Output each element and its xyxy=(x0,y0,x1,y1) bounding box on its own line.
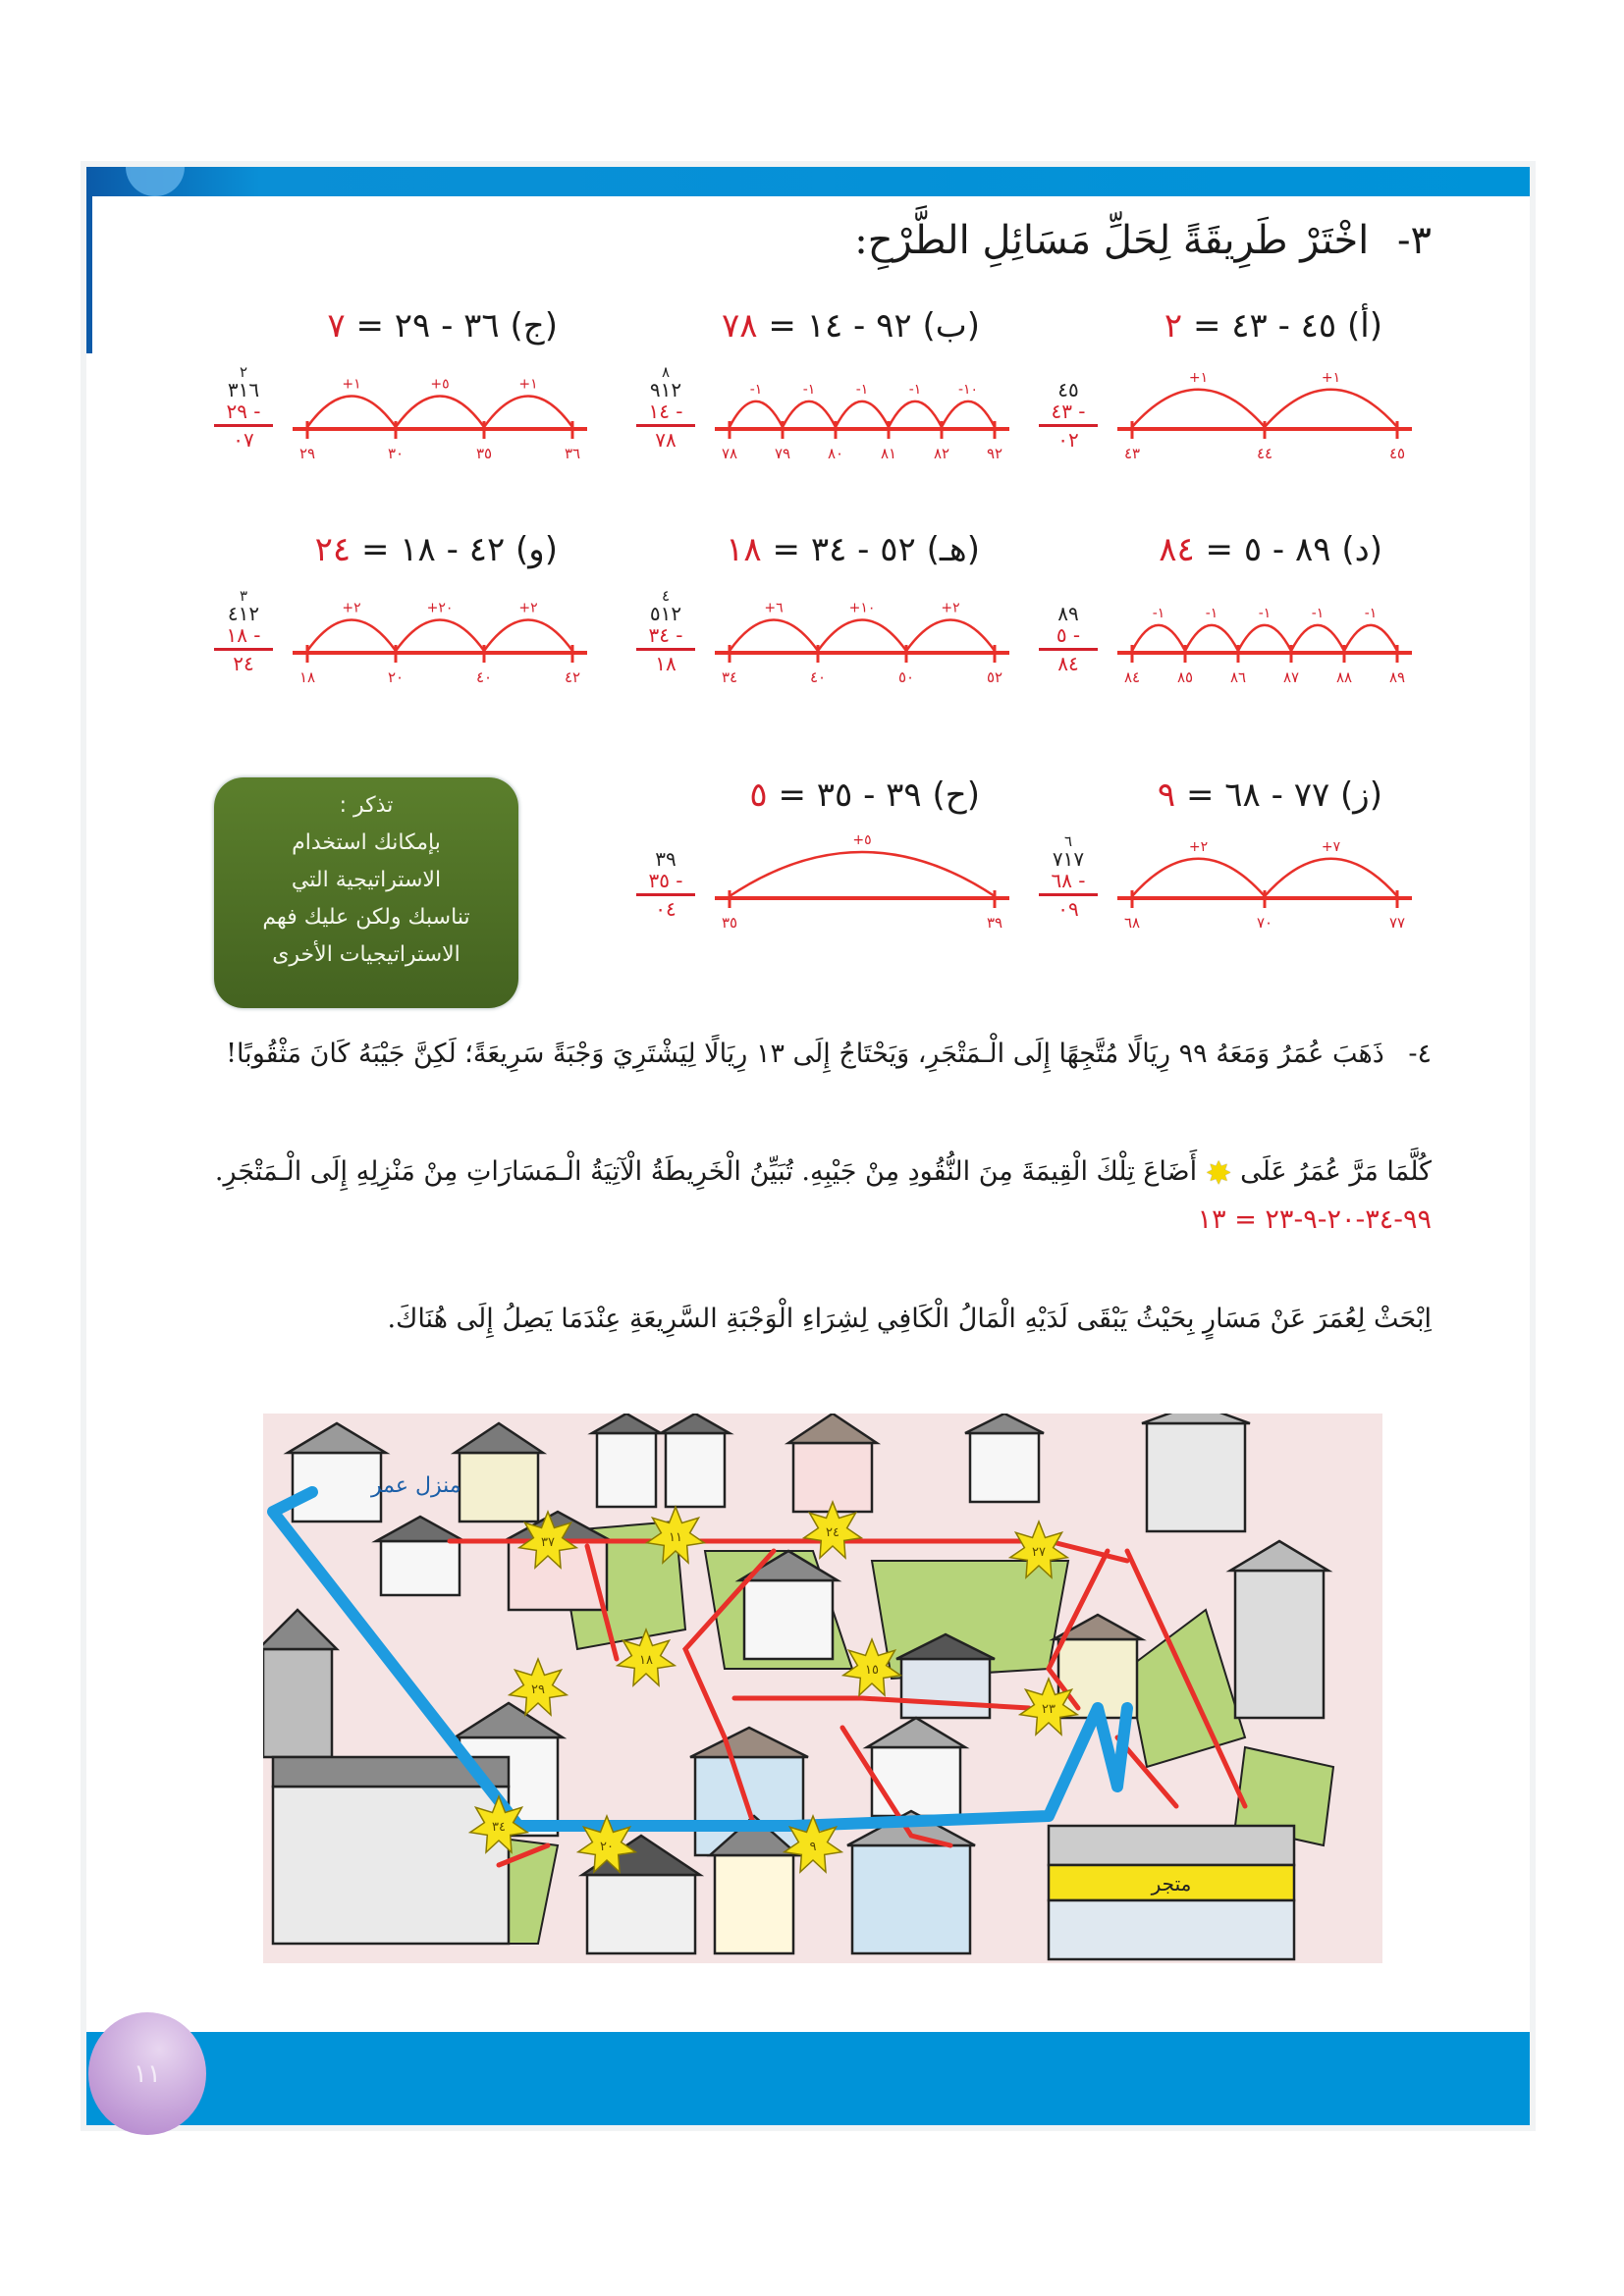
star-value: ١١ xyxy=(669,1530,682,1545)
jump-label: -١ xyxy=(1311,605,1325,621)
store-label: متجر xyxy=(1151,1872,1192,1896)
number-line xyxy=(715,829,1009,937)
number-line xyxy=(1117,360,1412,468)
problem-label: (هـ) xyxy=(926,530,980,569)
problem-label: (و) xyxy=(515,530,558,569)
problem-equation xyxy=(327,306,558,346)
jump-arc xyxy=(1132,390,1265,427)
problem-equation xyxy=(722,306,980,346)
star-value: ٢٣ xyxy=(1042,1702,1056,1717)
problem-answer: ٧٨ xyxy=(722,306,758,346)
tick-label: ٧٨ xyxy=(721,445,738,462)
tick-label: ٥٠ xyxy=(897,668,915,686)
difference: ٧٨ xyxy=(655,428,677,452)
difference: ٢٤ xyxy=(233,652,254,675)
tick-label: ٢٩ xyxy=(298,445,316,462)
minuend: ٧١٧ xyxy=(1052,847,1085,871)
star-value: ٣٤ xyxy=(492,1820,506,1835)
problem-equation xyxy=(1158,775,1382,815)
header-bar xyxy=(86,167,1530,196)
tick-label: ٣٦ xyxy=(564,445,581,462)
borrow-digit: ٣ xyxy=(239,587,248,605)
problem-answer: ٢٤ xyxy=(314,530,352,569)
problem-equation xyxy=(1164,306,1382,346)
star-value: ١٨ xyxy=(639,1653,653,1668)
vertical-subtraction xyxy=(1039,365,1098,451)
jump-arc xyxy=(730,852,995,896)
jump-arc xyxy=(1344,625,1397,651)
star-icon: ✸ xyxy=(1205,1153,1232,1192)
tick-label: ٧٧ xyxy=(1388,914,1406,932)
star-value: ٣٧ xyxy=(541,1535,555,1550)
tick-label: ٨١ xyxy=(880,445,897,462)
tick-label: ٤٤ xyxy=(1256,445,1273,462)
problem-label: (أ) xyxy=(1347,306,1382,346)
difference: ٠٢ xyxy=(1057,428,1079,452)
star-value: ٢٤ xyxy=(826,1525,839,1540)
example-equation: ٩٩-٣٤-٢٠-٩-٢٣ = ١٣ xyxy=(1197,1203,1432,1235)
problem-expression: ٣٦ - ٢٩ = xyxy=(355,306,500,346)
star-value: ١٥ xyxy=(865,1663,879,1678)
vertical-subtraction xyxy=(1039,589,1098,674)
subtrahend: ٦٨ - xyxy=(1051,869,1086,892)
minuend: ٥١٢ xyxy=(649,602,682,625)
jump-arc xyxy=(906,620,995,652)
jump-label: +١٠ xyxy=(848,600,876,616)
question-number: ٤- xyxy=(1408,1039,1432,1069)
difference: ٨٤ xyxy=(1057,652,1079,675)
tick-label: ٤٥ xyxy=(1388,445,1406,462)
problem-equation xyxy=(315,530,558,569)
borrow-digit: ٦ xyxy=(1063,832,1073,850)
subtrahend: ٢٩ - xyxy=(226,400,261,423)
tick-label: ٢٠ xyxy=(387,668,405,686)
star-value: ٩ xyxy=(809,1840,817,1854)
jump-label: -١ xyxy=(802,381,816,398)
tick-label: ٨٠ xyxy=(827,445,844,462)
reminder-line: تذكر : xyxy=(339,793,394,818)
jump-label: -١ xyxy=(1152,605,1165,621)
tick-label: ٩٢ xyxy=(986,445,1003,462)
jump-arc xyxy=(783,401,836,427)
borrow-digit: ٨ xyxy=(661,363,671,381)
jump-arc xyxy=(1265,859,1397,896)
jump-label: +٢ xyxy=(518,600,538,616)
problem-expression: ٥٢ - ٣٤ = xyxy=(772,530,916,569)
tick-label: ٣٥ xyxy=(475,445,493,462)
number-line xyxy=(715,360,1009,468)
tick-label: ٤٠ xyxy=(809,668,827,686)
question-text: ذَهَبَ عُمَرُ وَمَعَهُ ٩٩ رِيَالًا مُتَّجِهًا إِلَى الْـمَتْجَرِ، وَيَحْتَاجُ إِلَى ١٣ رِيَالًا لِيَشْتَرِيَ وَجْبَةً سَرِيعَةً؛ لَكِنَّ جَيْبَهُ كَانَ مَثْقُوبًا! xyxy=(226,1039,1384,1069)
tick-label: ٥٢ xyxy=(986,668,1003,686)
minuend: ٩١٢ xyxy=(649,378,682,401)
tick-label: ٨٨ xyxy=(1335,668,1353,686)
minuend: ٨٩ xyxy=(1057,602,1079,625)
tick-label: ٣٤ xyxy=(721,668,738,686)
tick-label: ٨٢ xyxy=(933,445,950,462)
star-value: ٢٠ xyxy=(600,1840,614,1854)
problem-answer: ٢ xyxy=(1164,306,1183,346)
jump-label: -١ xyxy=(1258,605,1272,621)
jump-arc xyxy=(730,620,818,652)
tick-label: ٨٦ xyxy=(1229,668,1247,686)
minuend: ٤٥ xyxy=(1057,378,1079,401)
number-line xyxy=(1117,584,1412,692)
difference: ٠٧ xyxy=(233,428,254,452)
jump-label: +١ xyxy=(1321,369,1341,386)
borrow-digit: ٤ xyxy=(661,587,671,605)
subtrahend: ٣٤ - xyxy=(648,623,683,647)
number-line xyxy=(715,584,1009,692)
problem-answer: ١٨ xyxy=(726,530,762,569)
difference: ١٨ xyxy=(655,652,677,675)
tick-label: ٣٥ xyxy=(721,914,738,932)
star-value: ٢٧ xyxy=(1032,1545,1046,1560)
vertical-subtraction xyxy=(214,365,273,451)
jump-arc xyxy=(942,401,995,427)
jump-label: +٦ xyxy=(764,600,784,616)
vertical-subtraction xyxy=(636,365,695,451)
jump-label: -١٠ xyxy=(957,381,979,398)
home-label: منزل عمر xyxy=(371,1473,461,1498)
jump-arc xyxy=(1132,859,1265,896)
difference: ٠٩ xyxy=(1057,897,1079,921)
store xyxy=(1049,1826,1294,1959)
tick-label: ١٨ xyxy=(298,668,316,686)
jump-label: +٢ xyxy=(342,600,361,616)
problem-equation xyxy=(1159,530,1382,569)
problem-expression: ٧٧ - ٦٨ = xyxy=(1185,775,1330,815)
tick-label: ٣٩ xyxy=(986,914,1003,932)
number-line xyxy=(293,360,587,468)
instruction-text: أَضَاعَ تِلْكَ الْقِيمَةَ مِنَ النُّقُودِ مِنْ جَيْبِهِ. تُبَيِّنُ الْخَرِيطَةُ الْآتِيَةُ الْـمَسَارَاتِ مِنْ مَنْزِلِهِ إِلَى الْـمَتْجَرِ. xyxy=(214,1156,1198,1187)
reminder-line: بإمكانك استخدام xyxy=(292,830,441,855)
problem-label: (ز) xyxy=(1340,775,1382,815)
tick-label: ٣٠ xyxy=(387,445,405,462)
problem-label: (ب) xyxy=(922,306,980,346)
problem-label: (ح) xyxy=(932,775,980,815)
subtrahend: ١٤ - xyxy=(648,400,683,423)
problem-label: (د) xyxy=(1341,530,1382,569)
problem-equation xyxy=(749,775,980,815)
borrow-digit xyxy=(1039,365,1098,379)
jump-label: -١ xyxy=(908,381,922,398)
jump-arc xyxy=(836,401,889,427)
reminder-box xyxy=(214,777,518,1008)
reminder-line: تناسبك ولكن عليك فهم xyxy=(262,905,470,930)
question-text: اخْتَرْ طَرِيقَةً لِحَلِّ مَسَائِلِ الطَّرْحِ: xyxy=(854,218,1370,263)
jump-arc xyxy=(307,397,396,428)
subtrahend: ٤٣ - xyxy=(1051,400,1086,423)
jump-arc xyxy=(889,401,942,427)
difference: ٠٤ xyxy=(655,897,677,921)
tick-label: ٧٩ xyxy=(774,445,791,462)
question-4-paragraph xyxy=(185,1031,1432,1078)
jump-arc xyxy=(484,620,572,652)
problem-expression: ٤٥ - ٤٣ = xyxy=(1192,306,1337,346)
jump-label: +١ xyxy=(518,376,538,393)
jump-arc xyxy=(1185,625,1238,651)
problem-expression: ٩٢ - ١٤ = xyxy=(768,306,912,346)
vertical-subtraction xyxy=(214,589,273,674)
jump-arc xyxy=(1265,390,1397,427)
left-accent-bar xyxy=(86,196,92,353)
question-3-title xyxy=(854,218,1432,263)
minuend: ٣١٦ xyxy=(227,378,260,401)
reminder-line: الاستراتيجيات الأخرى xyxy=(272,942,460,967)
jump-arc xyxy=(396,397,484,428)
jump-label: +٧ xyxy=(1321,838,1341,855)
problem-expression: ٣٩ - ٣٥ = xyxy=(778,775,922,815)
jump-label: +٥ xyxy=(430,376,450,393)
problem-equation xyxy=(726,530,980,569)
jump-label: +١ xyxy=(1188,369,1209,386)
jump-label: -١ xyxy=(1364,605,1378,621)
problem-expression: ٨٩ - ٥ = xyxy=(1205,530,1331,569)
neighborhood-map xyxy=(263,1414,1382,1963)
borrow-digit: ٢ xyxy=(239,363,248,381)
subtrahend: ٥ - xyxy=(1056,623,1081,647)
jump-arc xyxy=(484,397,572,428)
textbook-page xyxy=(86,167,1530,2125)
jump-arc xyxy=(730,401,783,427)
task-text: اِبْحَثْ لِعُمَرَ عَنْ مَسَارٍ بِحَيْثُ يَبْقَى لَدَيْهِ الْمَالُ الْكَافِي لِشِرَاءِ الْوَجْبَةِ السَّرِيعَةِ عِنْدَمَا يَصِلُ إِلَى هُنَاكَ. xyxy=(387,1304,1432,1334)
subtrahend: ١٨ - xyxy=(226,623,261,647)
problem-answer: ٨٤ xyxy=(1159,530,1195,569)
tick-label: ٨٤ xyxy=(1123,668,1141,686)
question-number: ٣- xyxy=(1397,218,1432,263)
jump-arc xyxy=(396,620,484,652)
jump-label: +٥ xyxy=(852,832,872,848)
jump-arc xyxy=(818,620,906,652)
jump-label: +٢٠ xyxy=(426,600,454,616)
problem-expression: ٤٢ - ١٨ = xyxy=(360,530,506,569)
problem-answer: ٥ xyxy=(749,775,768,815)
tick-label: ٤٠ xyxy=(475,668,493,686)
jump-arc xyxy=(1238,625,1291,651)
tick-label: ٨٩ xyxy=(1388,668,1406,686)
jump-label: +٢ xyxy=(941,600,960,616)
vertical-subtraction xyxy=(636,834,695,920)
question-4-instructions xyxy=(185,1148,1432,1244)
borrow-digit xyxy=(1039,589,1098,603)
problem-answer: ٧ xyxy=(327,306,346,346)
jump-arc xyxy=(1291,625,1344,651)
star-value: ٢٩ xyxy=(531,1682,545,1697)
jump-arc xyxy=(307,620,396,652)
subtrahend: ٣٥ - xyxy=(648,869,683,892)
jump-label: -١ xyxy=(1205,605,1218,621)
question-4-task xyxy=(185,1296,1432,1343)
vertical-subtraction xyxy=(1039,834,1098,920)
jump-label: +٢ xyxy=(1188,838,1209,855)
reminder-line: الاستراتيجية التي xyxy=(291,868,442,892)
footer-bar xyxy=(86,2032,1530,2125)
number-line xyxy=(293,584,587,692)
tick-label: ٤٢ xyxy=(564,668,581,686)
vertical-subtraction xyxy=(636,589,695,674)
jump-arc xyxy=(1132,625,1185,651)
tick-label: ٨٧ xyxy=(1282,668,1300,686)
borrow-digit xyxy=(636,834,695,848)
jump-label: -١ xyxy=(855,381,869,398)
tick-label: ٧٠ xyxy=(1256,914,1273,932)
jump-label: -١ xyxy=(749,381,763,398)
jump-label: +١ xyxy=(342,376,361,393)
instruction-text: كُلَّمَا مَرَّ عُمَرُ عَلَى xyxy=(1240,1156,1432,1187)
problem-answer: ٩ xyxy=(1157,775,1176,815)
problem-label: (ج) xyxy=(510,306,558,346)
minuend: ٤١٢ xyxy=(227,602,260,625)
number-line xyxy=(1117,829,1412,937)
tick-label: ٦٨ xyxy=(1123,914,1141,932)
tick-label: ٨٥ xyxy=(1176,668,1194,686)
page-number: ١١ xyxy=(88,2012,206,2135)
minuend: ٣٩ xyxy=(655,847,677,871)
tick-label: ٤٣ xyxy=(1123,445,1141,462)
header-decoration xyxy=(126,167,185,196)
